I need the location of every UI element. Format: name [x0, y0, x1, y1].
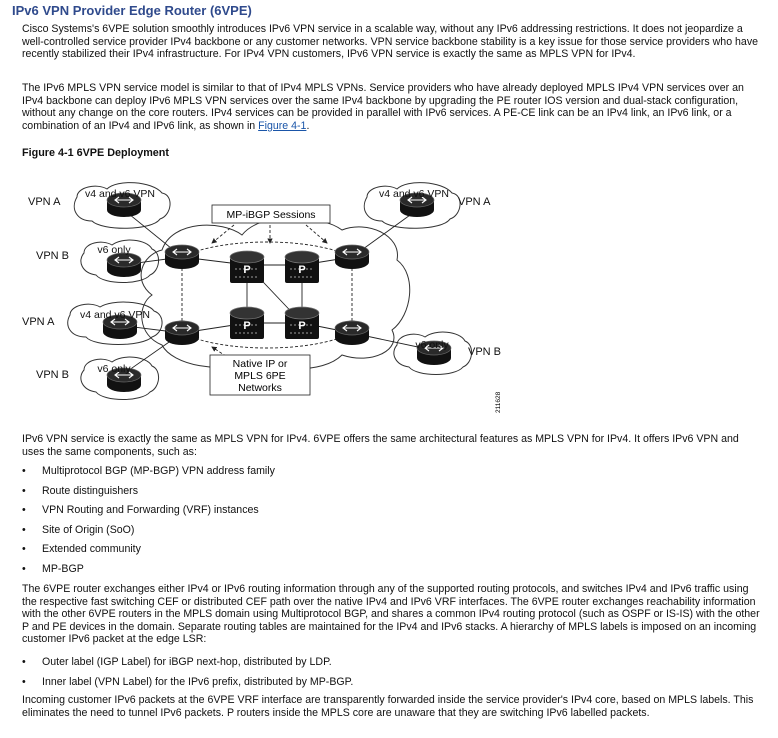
native-label-3: Networks	[238, 382, 282, 394]
pe-router-icon	[335, 245, 369, 269]
intro-paragraph: Cisco Systems's 6VPE solution smoothly introduces IPv6 VPN service in a scalable way, without any IPv6 addressing restrictions. It does not jeopardize a well-controlled service provider IPv4 backbone or any customer networks. VPN service backbone stability is a key issue for those service providers who have recently stabilized their IPv4 infrastructure. For IPv4 VPN customers, IPv6 VPN service is exactly the same as MPLS VPN for IPv4.	[22, 23, 759, 61]
cloud-label: v4 and v6 VPN	[84, 188, 156, 200]
mp-ibgp-label: MP-iBGP Sessions	[226, 209, 316, 221]
figure-title: Figure 4-1 6VPE Deployment	[22, 147, 169, 159]
cloud-label: v6 only	[97, 363, 131, 375]
core-cloud	[141, 218, 410, 369]
service-model-paragraph	[22, 82, 762, 132]
native-label-1: Native IP or	[232, 358, 288, 370]
forwarding-paragraph: Incoming customer IPv6 packets at the 6VPE VRF interface are transparently forwarded inside the service provider's IPv4 core, based on MPLS labels. This eliminates the need to tunnel IPv6 packets. P routers inside the MPLS core are unaware that they are switching IPv6 labelled packets.	[22, 694, 754, 719]
labels-list	[22, 655, 353, 694]
paragraph-end: .	[306, 119, 310, 132]
cloud-label: v6 only	[97, 244, 131, 256]
paragraph-text: The IPv6 MPLS VPN service model is similar to that of IPv4 MPLS VPNs. Service providers who have already deployed MPLS IPv4 VPN services over an IPv4 backbone can deploy IPv6 MPLS VPN services over the same IPv4 backbone by upgrading the PE router IOS version and dual-stack configuration, without any change on the core routers. IPv4 services can be provided in parallel with IPv6 services. A PE-CE link can be an IPv4 link, an IPv6 link, or a combination of an IPv4 and IPv6 link, as shown in	[22, 82, 744, 132]
ce-router-icon	[107, 253, 141, 277]
p-router-label: P	[298, 264, 306, 276]
list-item: • Route distinguishers	[22, 484, 275, 504]
figure-code: 211628	[495, 391, 502, 413]
components-list	[22, 464, 275, 582]
routing-paragraph: The 6VPE router exchanges either IPv4 or IPv6 routing information through any of the supported routing protocols, and switches IPv4 and IPv6 traffic using the respective fast switching CEF or distributed CEF path over the native IPv4 and IPv6 VRF interfaces. The 6VPE router exchanges reachability information with the other 6VPE routers in the MPLS domain using Multiprotocol BGP, and shares a common IPv4 routing protocol (such as OSPF or IS-IS) with the other P and PE devices in the domain. Separate routing tables are maintained for the IPv4 and IPv6 stacks. A hierarchy of MPLS labels is imposed on an incoming customer IPv6 packet at the edge LSR:	[22, 583, 760, 646]
section-title: IPv6 VPN Provider Edge Router (6VPE)	[12, 3, 252, 18]
list-item: • Site of Origin (SoO)	[22, 523, 275, 543]
list-item: • Outer label (IGP Label) for iBGP next-hop, distributed by LDP.	[22, 655, 353, 675]
list-item: • VPN Routing and Forwarding (VRF) instances	[22, 503, 275, 523]
vpn-label: VPN A	[458, 196, 491, 208]
vpn-label: VPN B	[468, 346, 502, 358]
p-router-label: P	[298, 320, 306, 332]
p-router-label: P	[243, 320, 251, 332]
pe-router-icon	[165, 321, 199, 345]
p-router-label: P	[243, 264, 251, 276]
6vpe-deployment-diagram	[22, 165, 542, 420]
pe-router-icon	[165, 245, 199, 269]
native-label-2: MPLS 6PE	[234, 370, 286, 382]
vpn-label: VPN B	[36, 250, 70, 262]
pe-router-icon	[335, 321, 369, 345]
cloud-label: v4 and v6 VPN	[79, 309, 151, 321]
vpn-label: VPN A	[22, 316, 55, 328]
vpn-label: VPN A	[28, 196, 61, 208]
cloud-label: v6 only	[415, 339, 449, 351]
list-item: • Multiprotocol BGP (MP-BGP) VPN address family	[22, 464, 275, 484]
components-intro: IPv6 VPN service is exactly the same as MPLS VPN for IPv4. 6VPE offers the same architectural features as MPLS VPN for IPv4. It offers IPv6 VPN and uses the same components, such as:	[22, 433, 739, 458]
cloud-label: v4 and v6 VPN	[378, 188, 450, 200]
list-item: • Extended community	[22, 542, 275, 562]
list-item: • Inner label (VPN Label) for the IPv6 prefix, distributed by MP-BGP.	[22, 675, 353, 695]
figure-link[interactable]: Figure 4-1	[258, 119, 307, 132]
vpn-label: VPN B	[36, 369, 70, 381]
list-item: • MP-BGP	[22, 562, 275, 582]
